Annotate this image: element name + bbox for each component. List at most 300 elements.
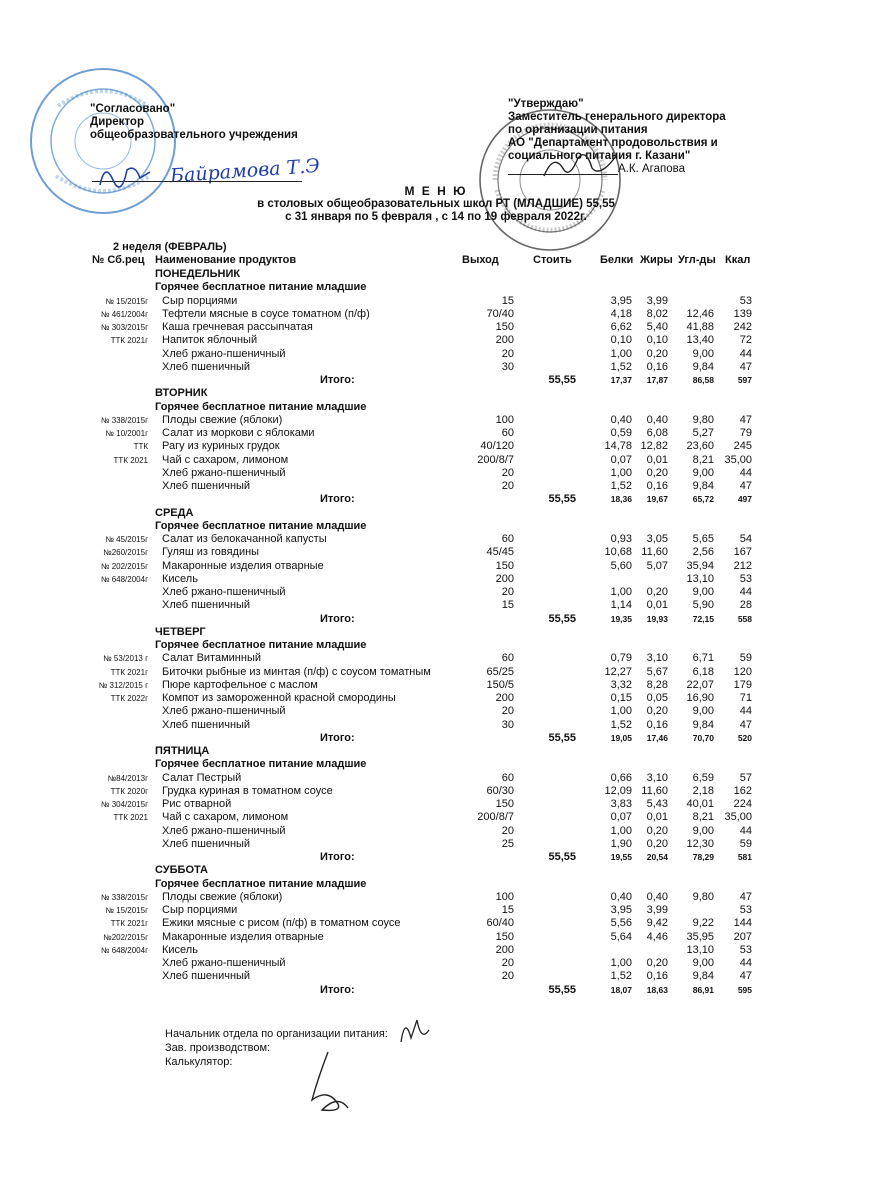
total-carbs: 65,72 <box>692 494 714 505</box>
dish-kcal: 224 <box>733 798 752 810</box>
dish-name: Плоды свежие (яблоки) <box>162 890 283 903</box>
table-row <box>0 414 872 427</box>
recipe-number: № 312/2015 г <box>98 680 148 690</box>
header-carbs: Угл-ды <box>678 254 716 266</box>
dish-name: Салат Пестрый <box>162 771 242 784</box>
table-row <box>0 599 872 612</box>
total-cost: 55,55 <box>548 983 576 996</box>
total-kcal: 597 <box>737 375 752 385</box>
dish-name: Биточки рыбные из минтая (п/ф) с соусом томатным <box>162 665 431 678</box>
dish-fat: 3,05 <box>646 533 668 545</box>
dish-carbs: 6,18 <box>692 665 714 678</box>
dish-fat: 0,20 <box>646 586 668 598</box>
total-fat: 19,93 <box>646 613 668 624</box>
dish-carbs: 9,00 <box>692 705 714 718</box>
right-signature-scribble <box>540 148 620 182</box>
dish-output: 150/5 <box>486 678 514 691</box>
header-fat: Жиры <box>640 254 673 266</box>
section-row <box>0 758 872 771</box>
dish-name: Хлеб ржано-пшеничный <box>162 347 286 360</box>
approval-right-line: АО "Департамент продовольствия и <box>508 137 718 149</box>
approval-left-line: Директор <box>90 116 144 128</box>
dish-output: 20 <box>501 466 514 479</box>
total-fat: 18,63 <box>646 984 668 995</box>
section-row <box>0 639 872 652</box>
dish-fat: 0,01 <box>646 599 668 612</box>
dish-kcal: 162 <box>733 784 752 797</box>
dish-name: Салат из моркови с яблоками <box>162 427 315 439</box>
header-kcal: Ккал <box>725 254 751 266</box>
total-row <box>0 613 872 626</box>
dish-carbs: 9,00 <box>692 824 714 837</box>
dish-fat: 3,10 <box>646 771 668 784</box>
approval-left-line: общеобразовательного учреждения <box>90 129 298 141</box>
table-row <box>0 825 872 838</box>
dish-output: 15 <box>501 294 514 307</box>
total-carbs: 78,29 <box>692 852 714 862</box>
day-row <box>0 864 872 877</box>
dish-protein: 5,64 <box>610 930 632 943</box>
dish-output: 60 <box>501 533 514 545</box>
footer-line: Зав. производством: <box>165 1042 271 1054</box>
dish-name: Гуляш из говядины <box>162 546 260 559</box>
dish-output: 65/25 <box>486 665 514 678</box>
dish-kcal: 47 <box>739 413 752 426</box>
recipe-number: ТТК 2020г <box>110 786 148 796</box>
recipe-number: № 338/2015г <box>100 892 148 902</box>
table-row <box>0 295 872 308</box>
total-protein: 19,05 <box>610 732 632 743</box>
table-row <box>0 361 872 374</box>
total-cost: 55,55 <box>548 612 576 625</box>
dish-protein: 0,79 <box>610 652 632 665</box>
dish-fat: 11,60 <box>641 546 668 559</box>
dish-name: Напиток яблочный <box>162 334 258 347</box>
dish-fat: 4,46 <box>646 930 668 943</box>
table-row <box>0 454 872 467</box>
table-row <box>0 334 872 347</box>
dish-protein: 3,83 <box>610 798 632 810</box>
recipe-number: № 202/2015г <box>100 561 148 571</box>
table-row <box>0 321 872 334</box>
dish-kcal: 47 <box>739 970 752 983</box>
dish-protein: 6,62 <box>610 321 632 333</box>
table-row <box>0 546 872 559</box>
dish-kcal: 53 <box>739 904 752 916</box>
dish-kcal: 47 <box>739 718 752 731</box>
dish-output: 20 <box>501 957 514 969</box>
total-row <box>0 732 872 745</box>
footer-signature-2 <box>298 1048 358 1118</box>
dish-name: Хлеб ржано-пшеничный <box>162 705 286 718</box>
dish-protein: 0,07 <box>610 453 632 466</box>
dish-name: Салат из белокачанной капусты <box>162 533 327 545</box>
dish-output: 150 <box>495 559 514 572</box>
dish-output: 20 <box>501 970 514 983</box>
dish-protein: 3,95 <box>610 294 632 307</box>
dish-carbs: 40,01 <box>686 798 714 810</box>
total-protein: 17,37 <box>610 375 632 385</box>
approval-right-line: "Утверждаю" <box>508 98 584 110</box>
table-row <box>0 427 872 440</box>
dish-carbs: 9,84 <box>692 718 714 731</box>
dish-carbs: 41,88 <box>686 321 714 333</box>
approval-right-line: А.К. Агапова <box>618 163 685 175</box>
dish-protein: 3,95 <box>610 904 632 916</box>
dish-fat: 5,67 <box>646 665 668 678</box>
dish-carbs: 12,30 <box>686 837 714 850</box>
dish-protein: 5,60 <box>610 559 632 572</box>
dish-protein: 0,66 <box>610 771 632 784</box>
total-fat: 17,87 <box>646 375 668 385</box>
dish-kcal: 72 <box>739 334 752 347</box>
dish-output: 60 <box>501 771 514 784</box>
table-row <box>0 533 872 546</box>
dish-carbs: 16,90 <box>686 692 714 704</box>
dish-output: 30 <box>501 718 514 731</box>
day-name: ПЯТНИЦА <box>155 745 210 757</box>
dish-carbs: 9,84 <box>692 970 714 983</box>
recipe-number: №84/2013г <box>107 773 148 783</box>
dish-fat: 0,16 <box>646 970 668 983</box>
recipe-number: №260/2015г <box>103 548 148 558</box>
total-label: Итого: <box>320 493 355 506</box>
recipe-number: № 648/2004г <box>100 574 148 584</box>
dish-kcal: 71 <box>739 692 752 704</box>
table-row <box>0 652 872 665</box>
dish-output: 200 <box>495 692 514 704</box>
dish-protein: 0,40 <box>610 413 632 426</box>
table-row <box>0 348 872 361</box>
day-name: СРЕДА <box>155 506 194 519</box>
dish-output: 200 <box>495 572 514 585</box>
dish-output: 200 <box>495 943 514 956</box>
day-row <box>0 387 872 400</box>
menu-subtitle: в столовых общеобразовательных школ РТ (МЛАДШИЕ) 55,55 <box>257 198 615 210</box>
dish-fat: 0,40 <box>646 890 668 903</box>
dish-fat: 9,42 <box>646 917 668 930</box>
dish-carbs: 9,00 <box>692 957 714 969</box>
recipe-number: № 338/2015г <box>100 415 148 425</box>
dish-protein: 0,40 <box>610 890 632 903</box>
dish-carbs: 5,65 <box>692 533 714 545</box>
total-kcal: 581 <box>737 852 752 862</box>
dish-carbs: 2,56 <box>692 546 714 559</box>
dish-output: 150 <box>495 930 514 943</box>
table-row <box>0 970 872 983</box>
dish-name: Макаронные изделия отварные <box>162 930 324 943</box>
dish-protein: 0,10 <box>610 334 632 347</box>
dish-fat: 0,16 <box>646 718 668 731</box>
dish-kcal: 212 <box>733 559 752 572</box>
dish-carbs: 9,80 <box>692 413 714 426</box>
dish-kcal: 28 <box>739 599 752 612</box>
footer-line: Калькулятор: <box>165 1056 233 1068</box>
dish-fat: 6,08 <box>646 427 668 439</box>
day-name: ВТОРНИК <box>155 387 208 400</box>
table-row <box>0 917 872 930</box>
total-protein: 19,35 <box>610 613 632 624</box>
dish-kcal: 44 <box>739 957 752 969</box>
dish-carbs: 35,94 <box>686 559 714 572</box>
dish-name: Чай с сахаром, лимоном <box>162 453 289 466</box>
table-row <box>0 838 872 851</box>
dish-name: Сыр порциями <box>162 294 238 307</box>
recipe-number: ТТК 2021 <box>113 455 148 465</box>
table-row <box>0 586 872 599</box>
dish-output: 30 <box>501 360 514 373</box>
table-row <box>0 467 872 480</box>
dish-kcal: 167 <box>733 546 752 559</box>
table-row <box>0 666 872 679</box>
total-carbs: 86,91 <box>692 984 714 995</box>
dish-name: Компот из замороженной красной смородины <box>162 692 396 704</box>
dish-carbs: 13,10 <box>686 943 714 956</box>
table-row <box>0 440 872 453</box>
dish-kcal: 47 <box>739 480 752 492</box>
dish-kcal: 47 <box>739 360 752 373</box>
dish-output: 45/45 <box>486 546 514 559</box>
dish-protein: 12,09 <box>604 784 632 797</box>
table-row <box>0 944 872 957</box>
dish-name: Ежики мясные с рисом (п/ф) в томатном соусе <box>162 917 401 930</box>
total-protein: 19,55 <box>610 852 632 862</box>
dish-fat: 0,20 <box>646 347 668 360</box>
week-label: 2 неделя (ФЕВРАЛЬ) <box>113 241 227 253</box>
recipe-number: № 303/2015г <box>100 323 148 332</box>
dish-kcal: 144 <box>733 917 752 930</box>
dish-fat: 5,07 <box>646 559 668 572</box>
total-label: Итого: <box>320 983 355 996</box>
table-row <box>0 798 872 811</box>
dish-fat: 8,02 <box>646 307 668 320</box>
dish-carbs: 5,27 <box>692 427 714 439</box>
dish-fat: 0,16 <box>646 480 668 492</box>
recipe-number: ТТК 2022г <box>110 694 148 703</box>
header-protein: Белки <box>600 254 634 266</box>
dish-kcal: 57 <box>739 771 752 784</box>
dish-name: Хлеб пшеничный <box>162 718 251 731</box>
dish-protein: 1,52 <box>610 480 632 492</box>
table-row <box>0 891 872 904</box>
dish-name: Рагу из куриных грудок <box>162 440 280 453</box>
day-row <box>0 268 872 281</box>
header-cost: Стоить <box>533 254 572 266</box>
dish-kcal: 53 <box>739 572 752 585</box>
dish-fat: 0,01 <box>646 453 668 466</box>
total-row <box>0 374 872 387</box>
dish-fat: 0,20 <box>646 837 668 850</box>
dish-protein: 1,52 <box>610 718 632 731</box>
recipe-number: № 53/2013 г <box>103 654 148 664</box>
section-row <box>0 281 872 294</box>
dish-protein: 5,56 <box>610 917 632 930</box>
dish-protein: 4,18 <box>610 307 632 320</box>
approval-right-line: по организации питания <box>508 124 648 136</box>
dish-name: Хлеб пшеничный <box>162 837 251 850</box>
table-row <box>0 480 872 493</box>
approval-left-line: "Согласовано" <box>90 103 176 115</box>
dish-name: Кисель <box>162 943 198 956</box>
dish-output: 100 <box>495 890 514 903</box>
approval-right-line: социального питания г. Казани" <box>508 150 691 162</box>
dish-fat: 3,99 <box>646 904 668 916</box>
dish-output: 20 <box>501 347 514 360</box>
recipe-number: №202/2015г <box>103 932 148 942</box>
total-kcal: 497 <box>737 494 752 505</box>
table-row <box>0 679 872 692</box>
dish-output: 20 <box>501 480 514 492</box>
table-row <box>0 931 872 944</box>
dish-fat: 3,10 <box>646 652 668 665</box>
dish-output: 150 <box>495 321 514 333</box>
dish-kcal: 44 <box>739 466 752 479</box>
day-name: СУББОТА <box>155 864 208 877</box>
table-row <box>0 308 872 321</box>
dish-carbs: 9,00 <box>692 586 714 598</box>
total-fat: 20,54 <box>646 852 668 862</box>
dish-kcal: 35,00 <box>724 811 752 824</box>
footer-line: Начальник отдела по организации питания: <box>165 1028 388 1040</box>
dish-kcal: 44 <box>739 586 752 598</box>
dish-output: 60 <box>501 427 514 439</box>
menu-dates: с 31 января по 5 февраля , с 14 по 19 февраля 2022г. <box>285 211 587 223</box>
dish-protein: 0,15 <box>610 692 632 704</box>
dish-protein: 1,14 <box>610 599 632 612</box>
recipe-number: № 15/2015г <box>105 296 148 306</box>
dish-protein: 3,32 <box>610 678 632 691</box>
total-label: Итого: <box>320 374 355 386</box>
dish-kcal: 54 <box>739 533 752 545</box>
day-row <box>0 626 872 639</box>
dish-name: Хлеб ржано-пшеничный <box>162 824 286 837</box>
dish-kcal: 53 <box>739 943 752 956</box>
total-label: Итого: <box>320 851 355 863</box>
day-name: ПОНЕДЕЛЬНИК <box>155 268 241 280</box>
dish-kcal: 207 <box>733 930 752 943</box>
dish-kcal: 53 <box>739 294 752 307</box>
dish-name: Хлеб пшеничный <box>162 970 251 983</box>
dish-fat: 0,01 <box>646 811 668 824</box>
dish-output: 70/40 <box>486 307 514 320</box>
recipe-number: ТТК 2021г <box>110 667 148 677</box>
dish-carbs: 2,18 <box>692 784 714 797</box>
section-name: Горячее бесплатное питание младшие <box>155 519 367 532</box>
dish-protein: 1,00 <box>610 824 632 837</box>
dish-protein: 12,27 <box>604 665 632 678</box>
total-row <box>0 984 872 997</box>
total-kcal: 595 <box>737 984 752 995</box>
dish-name: Кисель <box>162 572 198 585</box>
section-row <box>0 520 872 533</box>
dish-output: 15 <box>501 904 514 916</box>
dish-output: 20 <box>501 824 514 837</box>
dish-protein: 1,00 <box>610 586 632 598</box>
dish-output: 25 <box>501 837 514 850</box>
dish-fat: 5,43 <box>646 798 668 810</box>
dish-kcal: 59 <box>739 837 752 850</box>
header-name: Наименование продуктов <box>155 254 297 266</box>
dish-kcal: 120 <box>733 665 752 678</box>
dish-output: 40/120 <box>480 440 514 453</box>
dish-name: Хлеб пшеничный <box>162 360 251 373</box>
table-row <box>0 772 872 785</box>
recipe-number: № 304/2015г <box>100 800 148 809</box>
recipe-number: ТТК <box>133 442 148 452</box>
dish-protein: 0,07 <box>610 811 632 824</box>
dish-name: Пюре картофельное с маслом <box>162 678 318 691</box>
dish-fat: 11,60 <box>641 784 668 797</box>
table-row <box>0 573 872 586</box>
header-num: № Сб.рец <box>92 254 145 266</box>
section-name: Горячее бесплатное питание младшие <box>155 281 367 294</box>
day-name: ЧЕТВЕРГ <box>155 625 206 638</box>
dish-carbs: 12,46 <box>686 307 714 320</box>
dish-protein: 0,93 <box>610 533 632 545</box>
dish-output: 20 <box>501 705 514 718</box>
total-cost: 55,55 <box>548 493 576 506</box>
approval-right-line: Заместитель генерального директора <box>508 111 726 123</box>
dish-fat: 0,20 <box>646 705 668 718</box>
dish-fat: 12,82 <box>640 440 668 453</box>
dish-carbs: 22,07 <box>686 678 714 691</box>
section-name: Горячее бесплатное питание младшие <box>155 877 367 890</box>
table-row <box>0 785 872 798</box>
total-cost: 55,55 <box>548 851 576 863</box>
dish-fat: 0,20 <box>646 824 668 837</box>
dish-name: Салат Витаминный <box>162 652 261 665</box>
dish-kcal: 179 <box>733 678 752 691</box>
recipe-number: № 15/2015г <box>105 906 148 915</box>
dish-carbs: 9,84 <box>692 360 714 373</box>
total-label: Итого: <box>320 731 355 744</box>
dish-name: Сыр порциями <box>162 904 238 916</box>
total-fat: 17,46 <box>646 732 668 743</box>
recipe-number: ТТК 2021г <box>110 336 148 346</box>
dish-name: Хлеб ржано-пшеничный <box>162 586 286 598</box>
dish-name: Чай с сахаром, лимоном <box>162 811 289 824</box>
total-carbs: 72,15 <box>692 613 714 624</box>
approval-left-block <box>90 103 298 142</box>
section-row <box>0 401 872 414</box>
dish-name: Хлеб пшеничный <box>162 599 251 612</box>
table-row <box>0 811 872 824</box>
dish-carbs: 5,90 <box>692 599 714 612</box>
total-kcal: 520 <box>737 732 752 743</box>
dish-kcal: 79 <box>739 427 752 439</box>
table-row <box>0 904 872 917</box>
dish-kcal: 44 <box>739 347 752 360</box>
table-row <box>0 692 872 705</box>
total-cost: 55,55 <box>548 374 576 386</box>
table-row <box>0 705 872 718</box>
dish-fat: 0,10 <box>646 334 668 347</box>
dish-fat: 0,16 <box>646 360 668 373</box>
dish-carbs: 6,71 <box>692 652 714 665</box>
dish-kcal: 47 <box>739 890 752 903</box>
dish-name: Хлеб ржано-пшеничный <box>162 466 286 479</box>
section-name: Горячее бесплатное питание младшие <box>155 639 367 651</box>
dish-carbs: 13,10 <box>686 572 714 585</box>
dish-fat: 8,28 <box>646 678 668 691</box>
menu-title: М Е Н Ю <box>404 184 468 198</box>
dish-name: Хлеб ржано-пшеничный <box>162 957 286 969</box>
dish-carbs: 9,22 <box>692 917 714 930</box>
dish-name: Каша гречневая рассыпчатая <box>162 321 313 333</box>
section-name: Горячее бесплатное питание младшие <box>155 400 367 413</box>
dish-kcal: 242 <box>733 321 752 333</box>
dish-kcal: 35,00 <box>724 453 752 466</box>
